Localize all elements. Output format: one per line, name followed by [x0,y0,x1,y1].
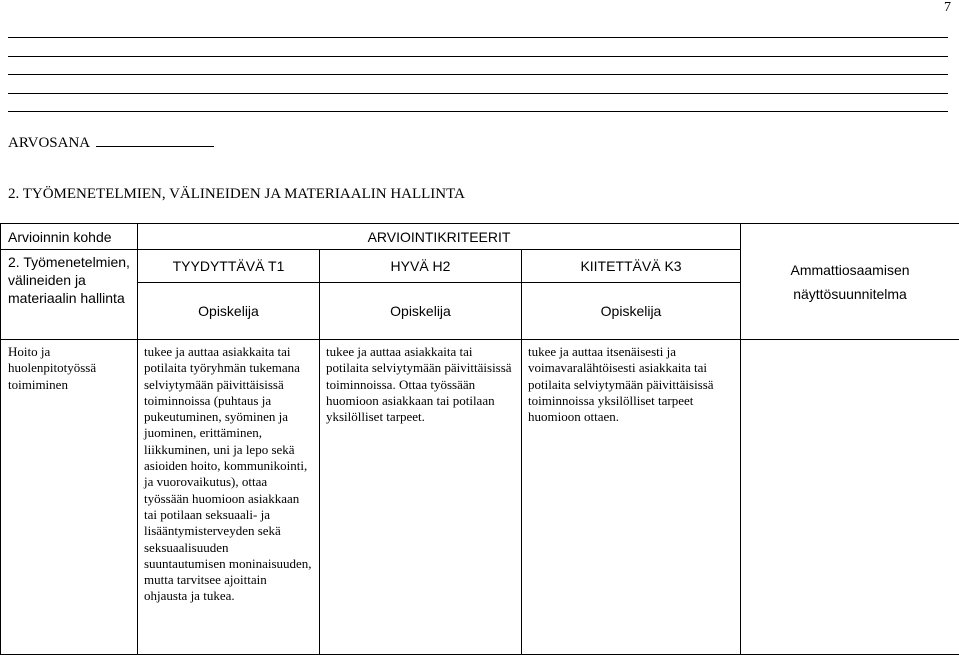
level-t1: TYYDYTTÄVÄ T1 [138,250,320,283]
criteria-k3: tukee ja auttaa itsenäisesti ja voimavaralähtöisesti asiakkaita tai potilaita selviytymään päivittäisissä toiminnoissa yksilölliset tarpeet huomioon ottaen. [522,340,741,655]
writing-line [8,74,948,75]
level-h2: HYVÄ H2 [320,250,522,283]
subject-title: 2. Työmenetelmien, välineiden ja materiaalin hallinta [1,250,138,340]
writing-line [8,37,948,38]
criteria-h2: tukee ja auttaa asiakkaita tai potilaita selviytymään päivittäisissä toiminnoissa. Ottaa työssään huomioon asiakkaan tai potilaan yksilölliset tarpeet. [320,340,522,655]
writing-line [8,111,948,112]
writing-line [8,93,948,94]
section-title: 2. TYÖMENETELMIEN, VÄLINEIDEN JA MATERIAALIN HALLINTA [8,186,465,202]
criteria-table [0,223,959,655]
student-label-t1: Opiskelija [138,283,320,340]
page-number: 7 [944,0,951,15]
grade-line [8,133,214,152]
level-k3: KIITETTÄVÄ K3 [522,250,741,283]
row-subject: Hoito ja huolenpitotyössä toimiminen [1,340,138,655]
grade-blank [96,133,214,147]
plan-header: Ammattiosaamisen näyttösuunnitelma [741,224,959,340]
col-header-criteria: ARVIOINTIKRITEERIT [138,224,741,250]
criteria-t1: tukee ja auttaa asiakkaita tai potilaita työryhmän tukemana selviytymään päivittäisissä toiminnoissa (puhtaus ja pukeutuminen, syöminen ja juominen, erittäminen, liikkuminen, uni ja lepo sekä asioiden hoito, kommunikointi, ja vuorovaikutus), ottaa työssään huomioon asiakkaan tai potilaan seksuaali- ja lisääntymisterveyden sekä seksuaalisuuden suuntautumisen moninaisuuden, mutta tarvitsee ajoittain ohjausta ja tukea. [138,340,320,655]
col-header-subject: Arvioinnin kohde [1,224,138,250]
writing-line [8,56,948,57]
student-label-k3: Opiskelija [522,283,741,340]
grade-label: ARVOSANA [8,135,91,151]
plan-cell [741,340,959,655]
student-label-h2: Opiskelija [320,283,522,340]
